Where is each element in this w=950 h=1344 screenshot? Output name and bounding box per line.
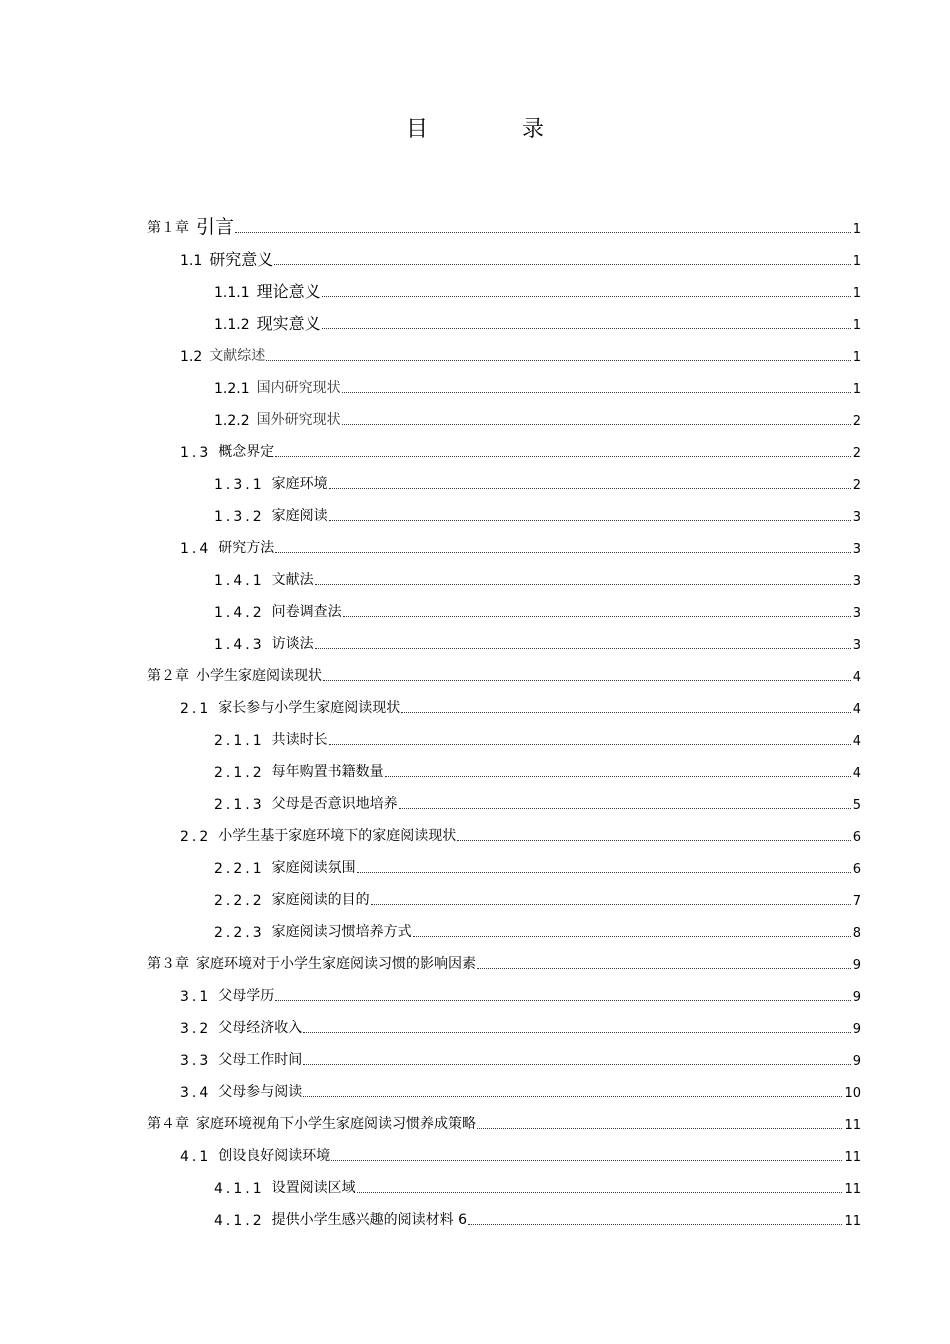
toc-entry-label: 研究意义 xyxy=(209,250,274,269)
toc-entry-page: 1 xyxy=(852,350,861,365)
toc-entry-label: 父母参与阅读 xyxy=(218,1084,303,1100)
toc-entry-number: 1.4 xyxy=(180,541,212,557)
toc-entry[interactable] xyxy=(147,275,861,307)
toc-entry-page: 5 xyxy=(852,798,861,813)
toc-entry-label: 国内研究现状 xyxy=(256,380,341,396)
toc-entry[interactable] xyxy=(147,819,861,851)
toc-entry[interactable] xyxy=(147,755,861,787)
toc-entry-page: 11 xyxy=(844,1214,861,1229)
toc-entry-number: 1.2.2 xyxy=(214,413,250,429)
table-of-contents xyxy=(147,211,861,1235)
toc-entry[interactable] xyxy=(147,371,861,403)
toc-entry-label: 引言 xyxy=(196,216,235,238)
toc-entry-page: 9 xyxy=(852,1022,861,1037)
dot-leader xyxy=(315,648,851,649)
toc-entry-number: 第４章 xyxy=(147,1116,189,1132)
toc-entry-label: 家庭环境视角下小学生家庭阅读习惯养成策略 xyxy=(196,1116,476,1132)
toc-entry-page: 4 xyxy=(852,766,861,781)
toc-entry[interactable] xyxy=(147,531,861,563)
toc-entry-label: 文献法 xyxy=(271,572,314,588)
toc-entry-page: 9 xyxy=(852,958,861,973)
toc-entry-page: 2 xyxy=(852,446,861,461)
toc-entry-page: 7 xyxy=(852,894,861,909)
toc-entry-page: 11 xyxy=(844,1150,861,1165)
toc-entry-number: 1.3.2 xyxy=(214,509,265,525)
toc-entry-label: 小学生基于家庭环境下的家庭阅读现状 xyxy=(218,828,457,844)
toc-entry[interactable] xyxy=(147,435,861,467)
dot-leader xyxy=(275,456,850,457)
toc-entry-number: 3.1 xyxy=(180,989,212,1005)
toc-entry-page: 1 xyxy=(852,222,861,237)
toc-entry-page: 1 xyxy=(852,254,861,269)
dot-leader xyxy=(401,712,850,713)
toc-entry-label: 家庭阅读氛围 xyxy=(271,860,356,876)
dot-leader xyxy=(413,936,851,937)
toc-entry-number: 第３章 xyxy=(147,956,189,972)
dot-leader xyxy=(322,328,851,329)
toc-entry-number: 1.4.2 xyxy=(214,605,265,621)
dot-leader xyxy=(371,904,851,905)
toc-entry-page: 11 xyxy=(844,1182,861,1197)
dot-leader xyxy=(275,552,850,553)
toc-entry[interactable] xyxy=(147,1043,861,1075)
toc-entry-label: 家庭阅读 xyxy=(271,508,328,524)
toc-entry-number: 4.1 xyxy=(180,1149,212,1165)
toc-entry-page: 9 xyxy=(852,990,861,1005)
toc-entry[interactable] xyxy=(147,915,861,947)
toc-entry[interactable] xyxy=(147,1107,861,1139)
dot-leader xyxy=(329,488,851,489)
dot-leader xyxy=(274,264,850,265)
toc-entry[interactable] xyxy=(147,1171,861,1203)
toc-entry-page: 4 xyxy=(852,734,861,749)
dot-leader xyxy=(303,1032,850,1033)
toc-entry-label: 家庭环境对于小学生家庭阅读习惯的影响因素 xyxy=(196,956,476,972)
dot-leader xyxy=(385,776,851,777)
toc-entry-number: 1.1.2 xyxy=(214,317,250,333)
toc-entry-label: 小学生家庭阅读现状 xyxy=(196,668,322,684)
toc-entry-label: 问卷调查法 xyxy=(271,604,342,620)
toc-entry-label: 家庭阅读的目的 xyxy=(271,892,370,908)
toc-entry-label: 理论意义 xyxy=(256,282,321,301)
toc-entry-label: 提供小学生感兴趣的阅读材料 6 xyxy=(271,1212,467,1228)
toc-entry-number: 2.1.2 xyxy=(214,765,265,781)
dot-leader xyxy=(266,360,850,361)
toc-entry-page: 4 xyxy=(852,670,861,685)
toc-entry[interactable] xyxy=(147,499,861,531)
toc-entry-page: 1 xyxy=(852,318,861,333)
toc-entry-number: 1.4.3 xyxy=(214,637,265,653)
toc-entry[interactable] xyxy=(147,243,861,275)
toc-entry-page: 3 xyxy=(852,606,861,621)
toc-entry[interactable] xyxy=(147,787,861,819)
toc-entry-label: 文献综述 xyxy=(209,348,266,364)
dot-leader xyxy=(303,1096,842,1097)
toc-entry-number: 1.3.1 xyxy=(214,477,265,493)
dot-leader xyxy=(343,616,851,617)
dot-leader xyxy=(399,808,851,809)
toc-entry-number: 3.2 xyxy=(180,1021,212,1037)
dot-leader xyxy=(275,1000,850,1001)
toc-entry[interactable] xyxy=(147,691,861,723)
dot-leader xyxy=(357,1192,843,1193)
dot-leader xyxy=(303,1064,850,1065)
toc-entry[interactable] xyxy=(147,1011,861,1043)
toc-entry-number: 1.1 xyxy=(180,253,203,269)
dot-leader xyxy=(342,392,851,393)
dot-leader xyxy=(323,680,851,681)
toc-entry-page: 3 xyxy=(852,542,861,557)
toc-entry-page: 9 xyxy=(852,1054,861,1069)
toc-entry-label: 访谈法 xyxy=(271,636,314,652)
toc-entry-number: 2.1 xyxy=(180,701,212,717)
toc-entry-label: 国外研究现状 xyxy=(256,412,341,428)
toc-entry-number: 3.4 xyxy=(180,1085,212,1101)
toc-entry-label: 父母是否意识地培养 xyxy=(271,796,398,812)
toc-entry-page: 6 xyxy=(852,862,861,877)
toc-entry-number: 1.1.1 xyxy=(214,285,250,301)
toc-entry-number: 第１章 xyxy=(147,220,189,236)
toc-entry-page: 2 xyxy=(852,478,861,493)
dot-leader xyxy=(329,520,851,521)
toc-entry-label: 现实意义 xyxy=(256,314,321,333)
toc-entry-label: 父母学历 xyxy=(218,988,275,1004)
toc-entry-number: 3.3 xyxy=(180,1053,212,1069)
toc-entry-number: 2.2.3 xyxy=(214,925,265,941)
toc-entry-page: 1 xyxy=(852,286,861,301)
toc-entry-page: 6 xyxy=(852,830,861,845)
page-title: 目 录 xyxy=(405,117,580,142)
toc-entry-number: 4.1.1 xyxy=(214,1181,265,1197)
toc-entry-number: 1.3 xyxy=(180,445,212,461)
toc-entry-number: 1.2.1 xyxy=(214,381,250,397)
toc-entry-label: 家庭环境 xyxy=(271,476,328,492)
toc-entry-number: 2.1.3 xyxy=(214,797,265,813)
toc-entry[interactable] xyxy=(147,1139,861,1171)
toc-entry-number: 1.4.1 xyxy=(214,573,265,589)
toc-entry[interactable] xyxy=(147,883,861,915)
toc-entry[interactable] xyxy=(147,467,861,499)
toc-entry[interactable] xyxy=(147,211,861,243)
toc-entry[interactable] xyxy=(147,659,861,691)
toc-entry-page: 1 xyxy=(852,382,861,397)
toc-entry-number: 2.2.1 xyxy=(214,861,265,877)
toc-entry-label: 概念界定 xyxy=(218,444,275,460)
toc-entry-page: 2 xyxy=(852,414,861,429)
toc-entry-number: 2.2 xyxy=(180,829,212,845)
toc-entry-page: 3 xyxy=(852,510,861,525)
toc-entry[interactable] xyxy=(147,563,861,595)
dot-leader xyxy=(457,840,850,841)
toc-entry-label: 设置阅读区域 xyxy=(271,1180,356,1196)
toc-entry-page: 10 xyxy=(844,1086,861,1101)
dot-leader xyxy=(342,424,851,425)
dot-leader xyxy=(235,232,851,233)
toc-entry[interactable] xyxy=(147,851,861,883)
dot-leader xyxy=(322,296,851,297)
dot-leader xyxy=(315,584,851,585)
toc-entry[interactable] xyxy=(147,1203,861,1235)
toc-entry-label: 每年购置书籍数量 xyxy=(271,764,384,780)
toc-entry[interactable] xyxy=(147,1075,861,1107)
dot-leader xyxy=(357,872,851,873)
toc-entry[interactable] xyxy=(147,339,861,371)
toc-entry-number: 2.2.2 xyxy=(214,893,265,909)
toc-entry-number: 4.1.2 xyxy=(214,1213,265,1229)
toc-entry-label: 父母工作时间 xyxy=(218,1052,303,1068)
toc-entry[interactable] xyxy=(147,403,861,435)
toc-entry-label: 创设良好阅读环境 xyxy=(218,1148,331,1164)
toc-entry[interactable] xyxy=(147,947,861,979)
toc-entry-number: 2.1.1 xyxy=(214,733,265,749)
toc-entry-label: 研究方法 xyxy=(218,540,275,556)
toc-entry-page: 3 xyxy=(852,574,861,589)
dot-leader xyxy=(477,1128,842,1129)
toc-entry-label: 家长参与小学生家庭阅读现状 xyxy=(218,700,401,716)
toc-entry-number: 第２章 xyxy=(147,668,189,684)
toc-entry[interactable] xyxy=(147,307,861,339)
dot-leader xyxy=(468,1224,842,1225)
toc-entry-page: 8 xyxy=(852,926,861,941)
toc-entry-label: 父母经济收入 xyxy=(218,1020,303,1036)
toc-entry-number: 1.2 xyxy=(180,349,203,365)
toc-entry-page: 3 xyxy=(852,638,861,653)
toc-entry[interactable] xyxy=(147,723,861,755)
toc-entry[interactable] xyxy=(147,979,861,1011)
dot-leader xyxy=(331,1160,842,1161)
dot-leader xyxy=(477,968,851,969)
toc-entry-page: 4 xyxy=(852,702,861,717)
toc-entry[interactable] xyxy=(147,595,861,627)
toc-entry-label: 共读时长 xyxy=(271,732,328,748)
toc-entry-label: 家庭阅读习惯培养方式 xyxy=(271,924,412,940)
dot-leader xyxy=(329,744,851,745)
toc-entry-page: 11 xyxy=(844,1118,861,1133)
toc-entry[interactable] xyxy=(147,627,861,659)
